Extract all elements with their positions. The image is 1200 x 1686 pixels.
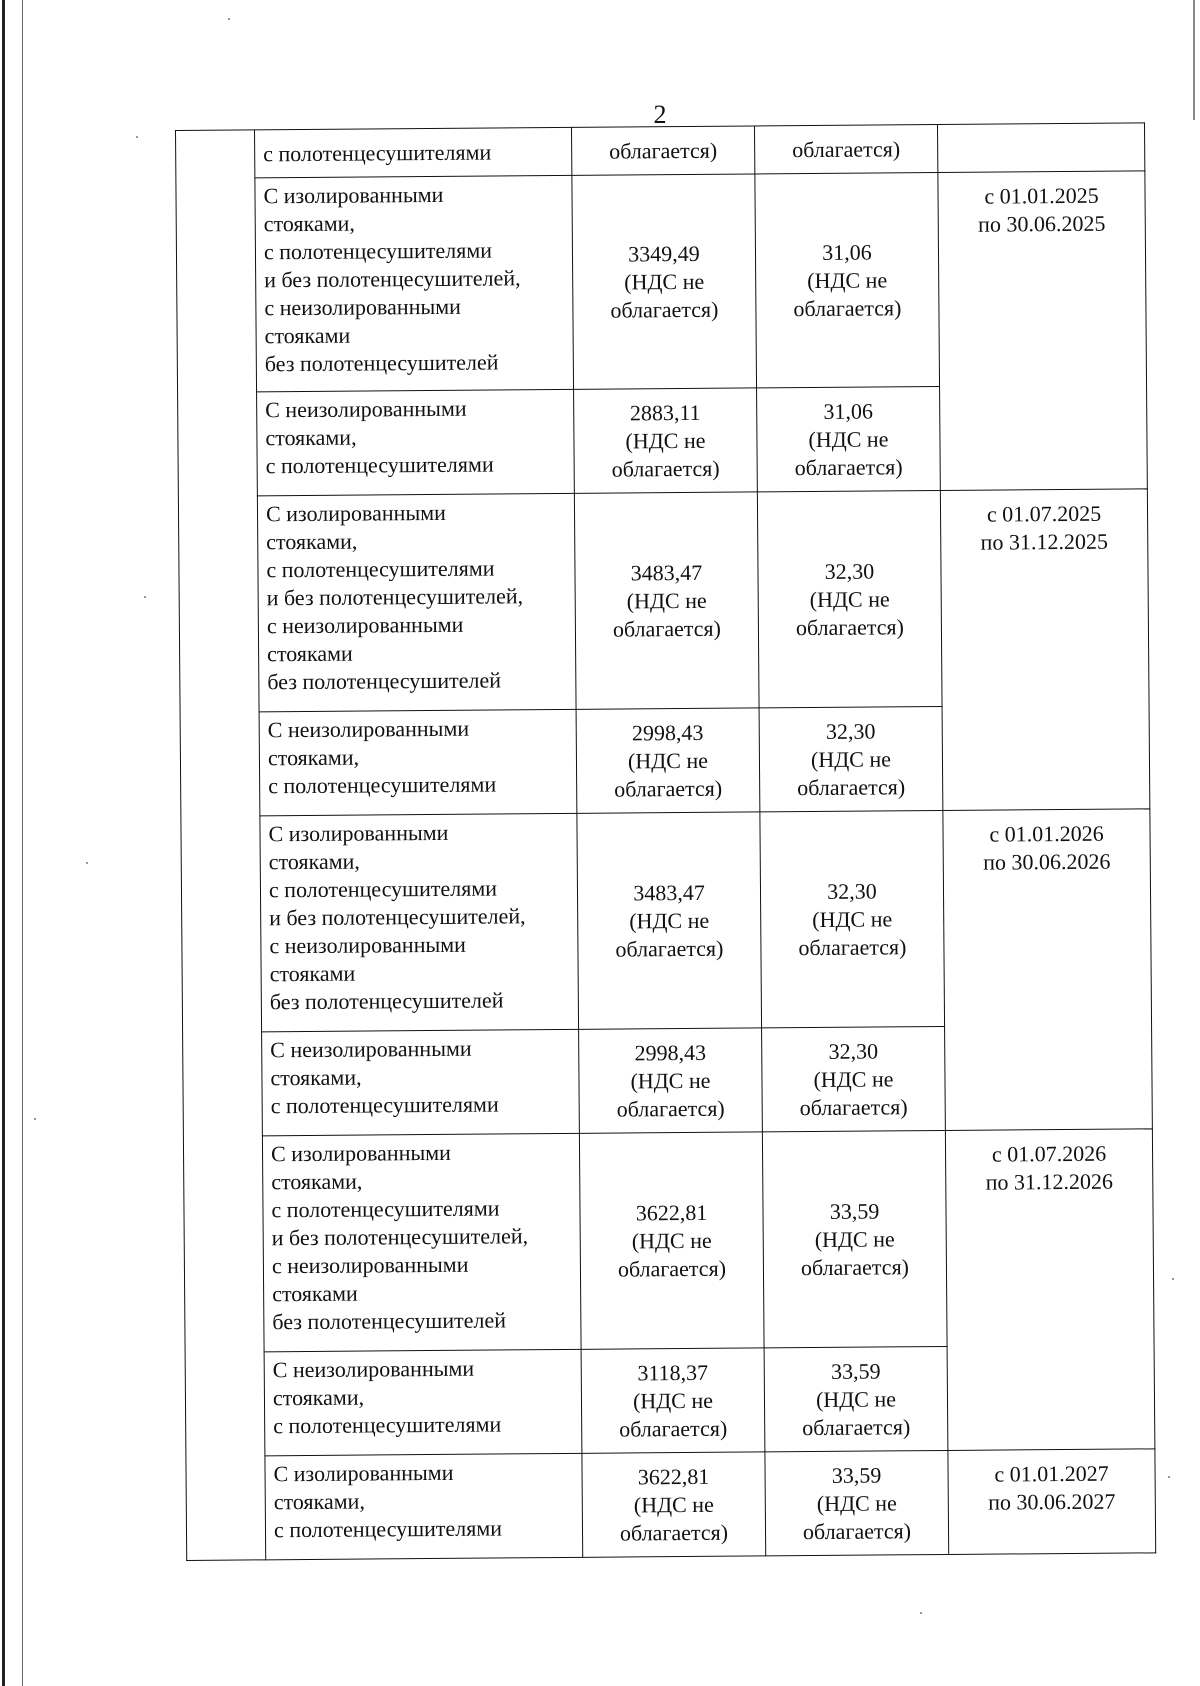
scan-speck [34, 1118, 36, 1120]
component-vat-note: облагается) [792, 135, 901, 162]
tariff-table [175, 122, 1156, 1561]
description-line: С неизолированными [270, 1035, 472, 1063]
tariff-value: 3622,81 [637, 1463, 710, 1489]
component-vat-note: (НДС не [809, 585, 890, 612]
description-line: и без полотенцесушителей, [271, 1223, 529, 1251]
description-line: с полотенцесушителями [263, 139, 492, 166]
component-vat-note: (НДС не [807, 266, 888, 293]
component-value: 33,59 [829, 1198, 880, 1224]
component-vat-note: облагается) [794, 453, 903, 480]
description-line: с полотенцесушителями [270, 1091, 499, 1119]
description-line: стояками [269, 960, 356, 987]
tariff-vat-note: (НДС не [625, 427, 706, 453]
component-cell [755, 173, 940, 388]
tariff-vat-note: облагается) [617, 1255, 727, 1282]
component-value: 32,30 [827, 878, 877, 904]
description-line: стояками, [263, 210, 355, 237]
description-cell [264, 1349, 582, 1455]
component-vat-note: (НДС не [810, 745, 892, 772]
component-value: 33,59 [830, 1357, 881, 1384]
description-cell [259, 709, 577, 815]
description-line: с полотенцесушителями [266, 555, 495, 583]
scan-edge-inner-line [22, 0, 23, 1686]
period-end: по 30.06.2027 [988, 1488, 1116, 1515]
table-row [178, 489, 1149, 713]
description-line: стояками [264, 322, 351, 349]
tariff-vat-note: облагается) [616, 1095, 725, 1122]
description-line: стояками, [273, 1488, 365, 1515]
tariff-cell [579, 1132, 764, 1349]
description-cell [260, 813, 579, 1031]
description-line: стояками, [270, 1064, 362, 1091]
tariff-cell [577, 812, 762, 1029]
period-end: по 31.12.2025 [980, 528, 1108, 555]
scan-speck [86, 862, 88, 864]
tariff-vat-note: облагается) [612, 615, 722, 642]
component-cell [760, 810, 945, 1027]
description-line: и без полотенцесушителей, [264, 265, 521, 293]
tariff-cell [574, 388, 758, 493]
description-line: с неизолированными [266, 611, 464, 639]
description-line: с полотенцесушителями [268, 875, 498, 903]
period-end: по 30.06.2025 [978, 210, 1106, 237]
description-line: без полотенцесушителей [264, 349, 499, 377]
description-line: стояками, [268, 848, 360, 875]
description-line: с неизолированными [264, 293, 461, 321]
description-line: С изолированными [263, 181, 444, 209]
tariff-cell [576, 708, 760, 813]
tariff-vat-note: (НДС не [630, 1067, 711, 1093]
description-line: стояками, [265, 424, 357, 451]
scan-speck [1168, 1476, 1170, 1478]
tariff-cell [581, 1348, 765, 1453]
tariff-vat-note: облагается) [619, 1415, 728, 1442]
component-vat-note: облагается) [795, 613, 905, 640]
component-value: 33,59 [831, 1461, 882, 1488]
component-vat-note: (НДС не [816, 1489, 897, 1516]
period-end: по 31.12.2026 [985, 1168, 1114, 1195]
description-line: стояками, [272, 1384, 365, 1411]
component-value: 31,06 [823, 398, 874, 424]
component-cell [764, 1346, 948, 1451]
description-line: с полотенцесушителями [268, 771, 497, 799]
component-value: 32,30 [825, 718, 876, 744]
tariff-value: 3483,47 [633, 879, 705, 905]
tariff-cell [572, 174, 757, 389]
description-line: С изолированными [273, 1459, 454, 1487]
description-line: без полотенцесушителей [269, 987, 504, 1015]
tariff-vat-note: (НДС не [632, 1387, 714, 1413]
component-cell [762, 1130, 947, 1347]
description-line: и без полотенцесушителей, [269, 903, 526, 931]
description-line: с полотенцесушителями [263, 237, 493, 265]
period-cell [945, 1129, 1155, 1451]
tariff-value: 3349,49 [628, 240, 700, 266]
description-line: С неизолированными [267, 715, 470, 743]
component-vat-note: облагается) [793, 294, 902, 321]
description-line: с неизолированными [269, 931, 467, 959]
component-value: 32,30 [824, 558, 875, 584]
tariff-cell [574, 492, 759, 709]
description-line: с полотенцесушителями [273, 1411, 502, 1439]
description-line: с полотенцесушителями [273, 1515, 503, 1543]
scan-speck [228, 18, 230, 20]
period-start: с 01.01.2026 [989, 820, 1104, 847]
tariff-value: 2998,43 [631, 719, 704, 745]
description-line: без полотенцесушителей [272, 1307, 507, 1335]
description-line: с полотенцесушителями [271, 1195, 500, 1223]
description-line: без полотенцесушителей [267, 667, 502, 695]
description-line: С неизолированными [272, 1355, 475, 1383]
description-line: С неизолированными [265, 395, 467, 423]
description-line: С изолированными [265, 499, 446, 527]
component-vat-note: облагается) [798, 933, 907, 960]
description-line: стояками, [267, 744, 360, 771]
component-cell [765, 1450, 949, 1555]
scan-speck [920, 1612, 922, 1614]
component-vat-note: облагается) [802, 1517, 912, 1544]
component-cell [759, 706, 943, 811]
tariff-value: 3622,81 [635, 1199, 708, 1225]
tariff-vat-note: облагается) [615, 935, 724, 962]
description-line: стояками [272, 1280, 358, 1307]
component-vat-note: облагается) [797, 773, 906, 800]
tariff-vat-note: облагается) [619, 1519, 729, 1546]
description-cell [257, 493, 576, 711]
component-value: 32,30 [828, 1038, 879, 1064]
description-cell [255, 127, 572, 177]
tariff-cell [582, 1452, 766, 1557]
description-line: с полотенцесушителями [265, 451, 494, 479]
description-line: и без полотенцесушителей, [266, 583, 524, 611]
period-cell [940, 489, 1150, 811]
table-row [176, 171, 1147, 393]
component-vat-note: (НДС не [813, 1065, 894, 1092]
table-row [183, 1129, 1154, 1353]
tariff-cell [571, 126, 754, 175]
table-row [186, 1449, 1156, 1561]
component-value: 31,06 [822, 239, 872, 265]
component-vat-note: (НДС не [815, 1385, 897, 1412]
tariff-vat-note: облагается) [610, 296, 719, 323]
period-cell-empty [937, 123, 1144, 173]
description-cell [262, 1133, 581, 1351]
period-cell [943, 809, 1153, 1131]
period-start: с 01.07.2025 [986, 500, 1102, 527]
description-line: стояками [267, 640, 353, 667]
tariff-value: 2998,43 [634, 1039, 707, 1065]
scan-speck [136, 136, 138, 138]
tariff-vat-note: (НДС не [629, 907, 710, 933]
tariff-vat-note: (НДС не [633, 1491, 714, 1517]
tariff-vat-note: облагается) [614, 775, 723, 802]
blank-column-cell [176, 130, 266, 1561]
tariff-value: 3483,47 [630, 559, 703, 585]
scan-edge-left [2, 0, 5, 1686]
description-cell [255, 175, 574, 391]
component-vat-note: облагается) [799, 1093, 908, 1120]
description-line: с неизолированными [271, 1251, 469, 1279]
table-row [181, 809, 1152, 1033]
tariff-vat-note: (НДС не [624, 268, 705, 294]
description-cell [257, 389, 575, 495]
component-cell [762, 1026, 946, 1131]
tariff-vat-note: (НДС не [627, 747, 709, 773]
component-vat-note: облагается) [802, 1413, 911, 1440]
component-cell [754, 125, 937, 174]
page-number: 2 [653, 100, 667, 129]
tariff-vat-note: облагается) [609, 137, 718, 164]
scan-speck [144, 596, 146, 598]
description-line: стояками, [271, 1168, 363, 1195]
period-start: с 01.01.2025 [984, 182, 1099, 209]
component-vat-note: (НДС не [812, 905, 893, 932]
tariff-cell [579, 1028, 763, 1133]
component-vat-note: (НДС не [808, 425, 889, 452]
component-vat-note: облагается) [800, 1253, 910, 1280]
component-cell [757, 387, 941, 492]
tariff-vat-note: (НДС не [631, 1227, 712, 1253]
description-line: С изолированными [268, 819, 449, 847]
period-cell [938, 171, 1147, 491]
tariff-value: 3118,37 [637, 1359, 709, 1385]
component-vat-note: (НДС не [814, 1225, 895, 1252]
period-start: с 01.01.2027 [994, 1460, 1109, 1487]
period-end: по 30.06.2026 [983, 848, 1111, 875]
component-cell [757, 491, 942, 708]
period-cell [948, 1449, 1156, 1555]
description-cell [265, 1453, 583, 1559]
scan-speck [1172, 1278, 1174, 1280]
period-start: с 01.07.2026 [991, 1140, 1107, 1167]
tariff-vat-note: (НДС не [626, 587, 707, 613]
table-row [176, 123, 1145, 179]
description-line: С изолированными [270, 1139, 451, 1167]
description-cell [262, 1029, 580, 1135]
tariff-value: 2883,11 [629, 399, 701, 425]
description-line: стояками, [266, 528, 358, 555]
tariff-vat-note: облагается) [611, 455, 720, 482]
